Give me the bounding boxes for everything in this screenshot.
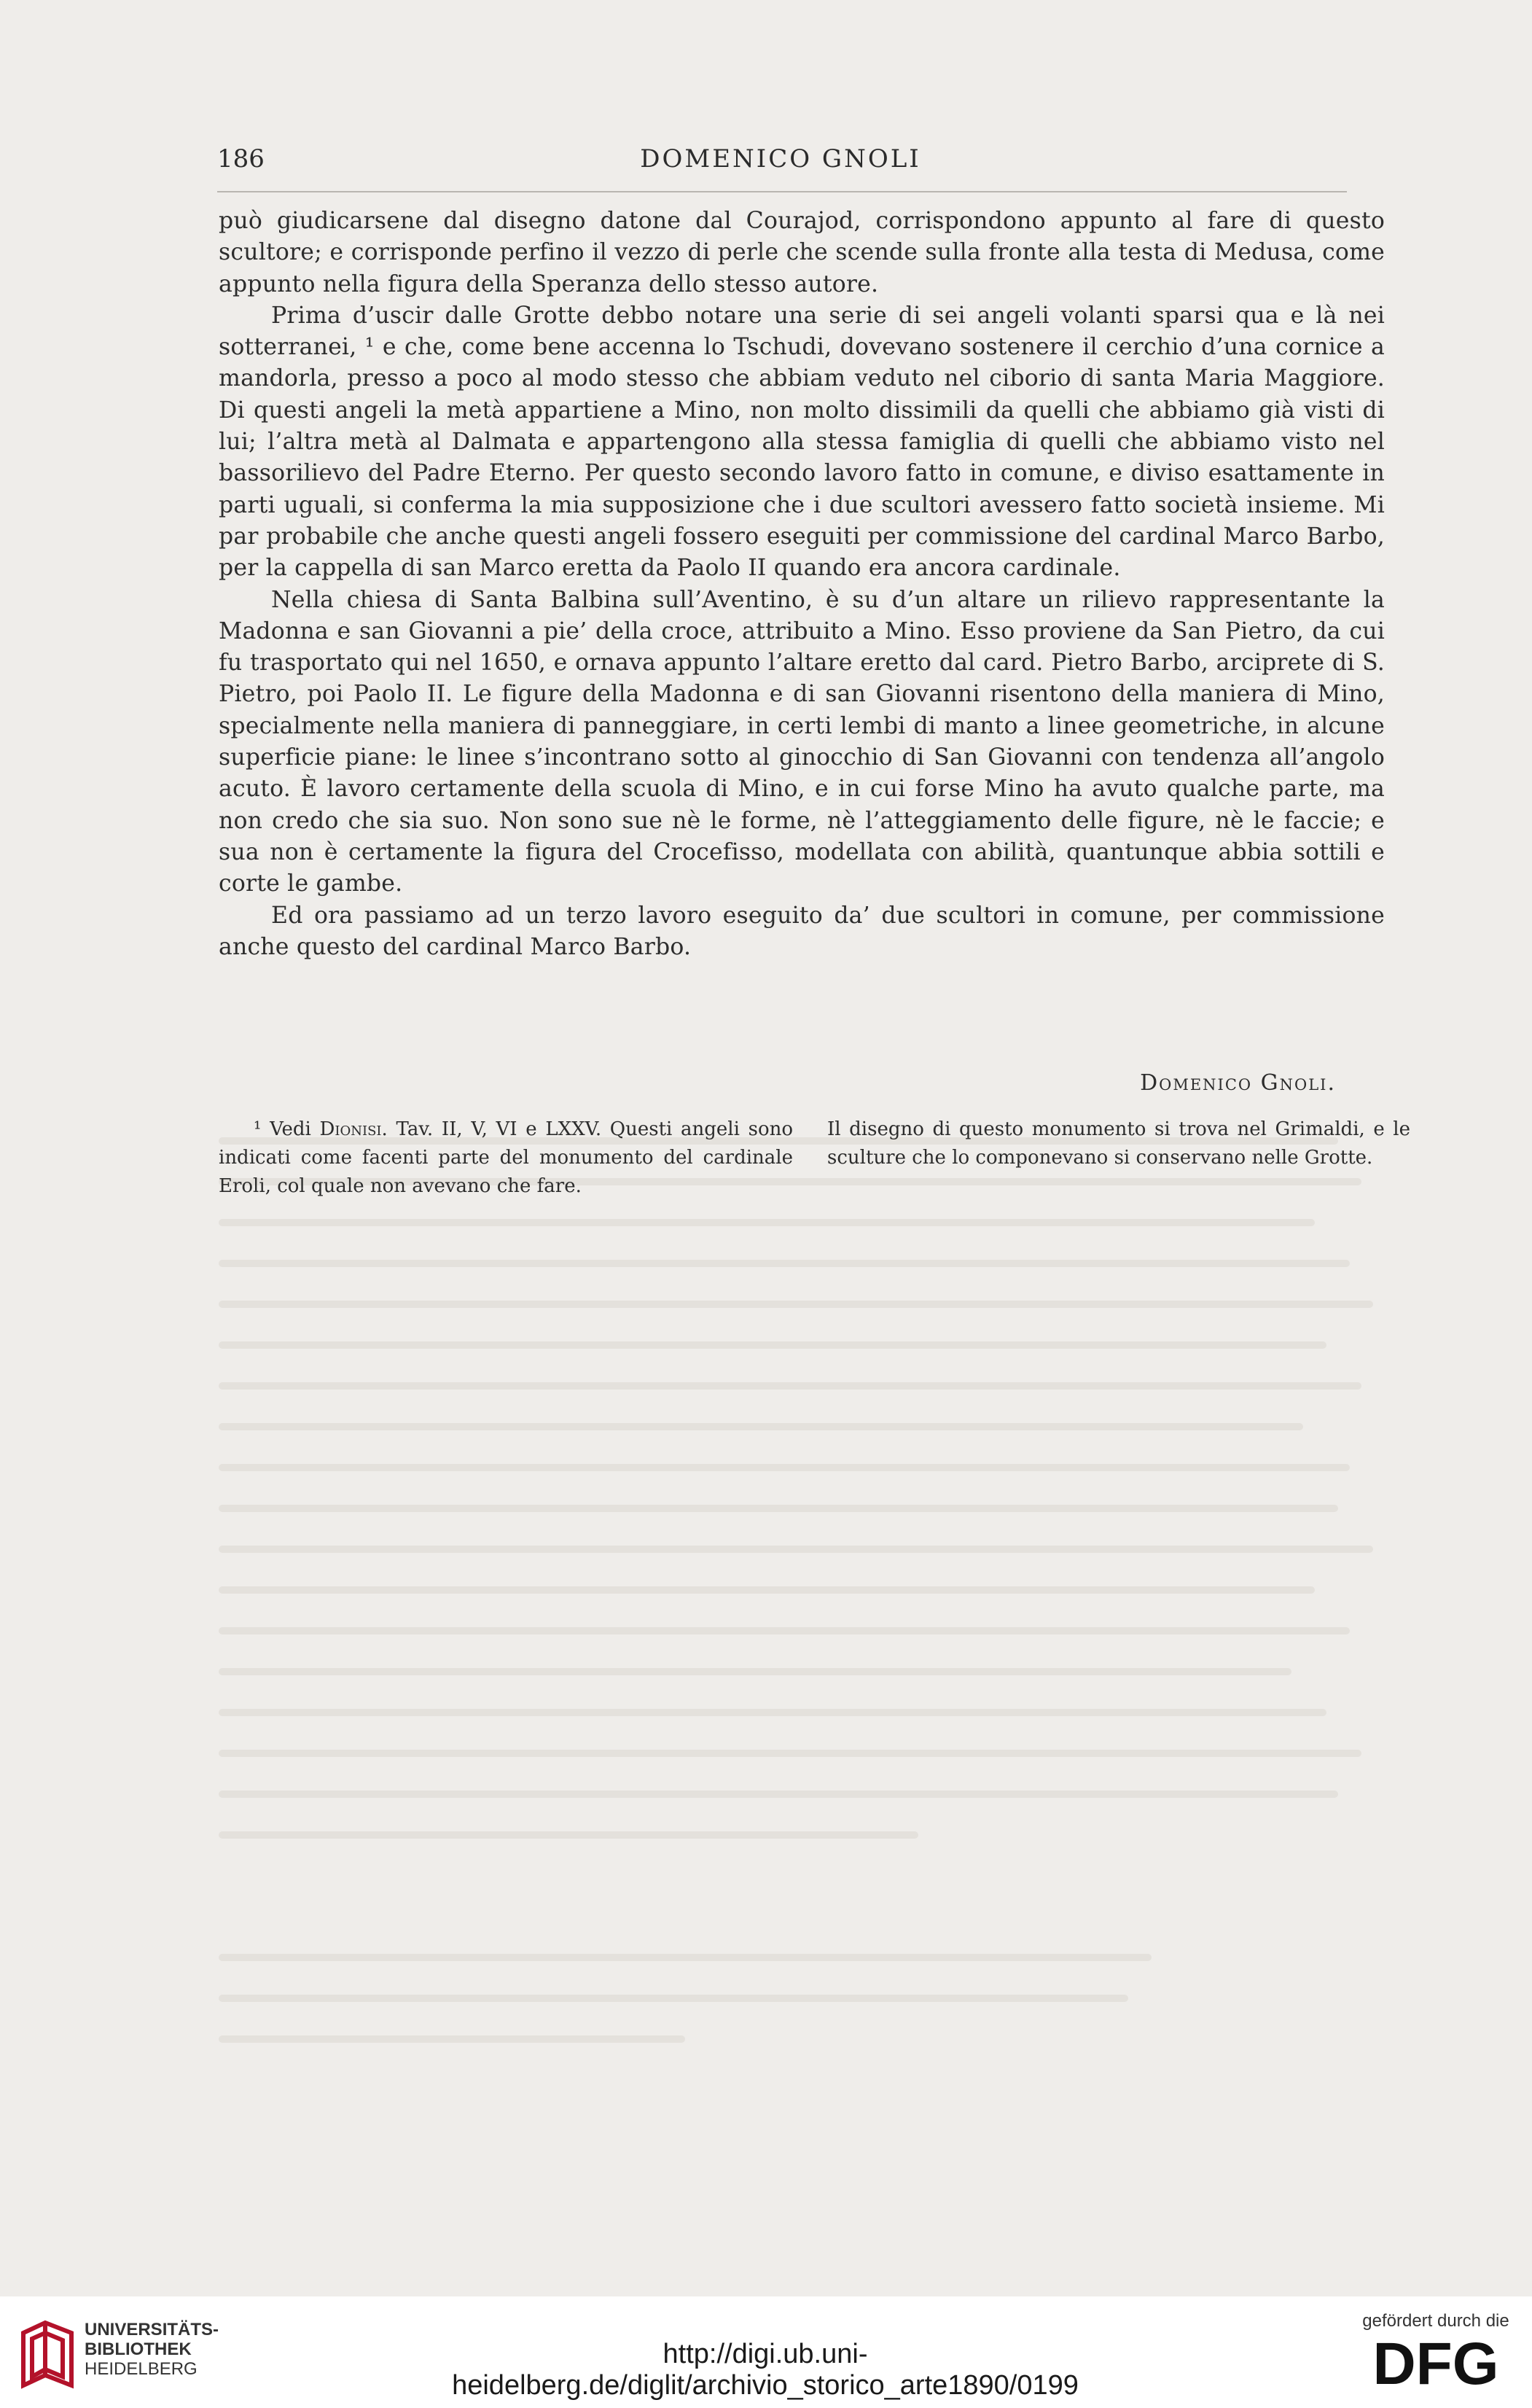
author-signature: Domenico Gnoli. [1140, 1070, 1336, 1096]
running-header [217, 144, 1344, 181]
digitization-footer [0, 2296, 1532, 2408]
library-name: UNIVERSITÄTS- BIBLIOTHEK HEIDELBERG [85, 2320, 219, 2379]
bleed-through [219, 1137, 1385, 2076]
header-rule [217, 191, 1347, 192]
sponsor-block [1352, 2311, 1520, 2393]
dfg-logo-icon [1352, 2334, 1520, 2393]
library-logo-icon [16, 2318, 79, 2391]
paragraph: può giudicarsene dal disegno datone dal Courajod, corrispondono appunto al fare di questo scultore; e corrisponde perfino il vezzo di perle che scende sulla fronte alla testa di Medusa, come appunto nella figura della Speranza dello stesso autore. [219, 208, 1385, 297]
paragraph: Ed ora passiamo ad un terzo lavoro eseguito da’ due scultori in comune, per commissione anche questo del cardinal Marco Barbo. [219, 902, 1385, 960]
footnote-text: Tav. II, V, VI e LXXV. Questi angeli sono indicati come facenti parte del monumento del cardinale Eroli, col quale non avevano che fare. [219, 1118, 793, 1197]
footnote-marker: ¹ Vedi [254, 1118, 311, 1140]
footnote-author: Dionisi. [319, 1118, 388, 1140]
paragraph: Nella chiesa di Santa Balbina sull’Aventino, è su d’un altare un rilievo rappresentante la Madonna e san Giovanni a pie’ della croce, attribuito a Mino. Esso proviene da San Pietro, da cui fu trasportato qui nel 1650, e ornava appunto l’altare eretto dal card. Pietro Barbo, arciprete di S. Pietro, poi Paolo II. Le figure della Madonna e di san Giovanni risentono della maniera di Mino, specialmente nella maniera di panneggiare, in certi lembi di manto a linee geometriche, in alcune superficie piane: le linee s’incontrano sotto al ginocchio di San Giovanni con tendenza all’angolo acuto. È lavoro certamente della scuola di Mino, e in cui forse Mino ha avuto qualche parte, ma non credo che sia suo. Non sono sue nè le forme, nè l’atteggiamento delle figure, nè le faccie; e sua non è certamente la figura del Crocefisso, modellata con abilità, quantunque abbia sottili e corte le gambe. [219, 586, 1385, 897]
running-title: DOMENICO GNOLI [640, 144, 921, 174]
paragraph: Prima d’uscir dalle Grotte debbo notare una serie di sei angeli volanti sparsi qua e là nei sotterranei, ¹ e che, come bene accenna lo Tschudi, dovevano sostenere il cerchio d’una cornice a mandorla, presso a poco al modo stesso che abbiam veduto nel ciborio di santa Maria Maggiore. Di questi angeli la metà appartiene a Mino, non molto dissimili da quelli che abbiamo già visti di lui; l’altra metà al Dalmata e appartengono alla stessa famiglia di quelli che abbiamo visto nel bassorilievo del Padre Eterno. Per questo secondo lavoro fatto in comune, e diviso esattamente in parti uguali, si conferma la mia supposizione che i due scultori avessero fatto società insieme. Mi par probabile che anche questi angeli fossero eseguiti per commissione del cardinal Marco Barbo, per la cappella di san Marco eretta da Paolo II quando era ancora cardinale. [219, 302, 1385, 582]
footnote-text: Il disegno di questo monumento si trova nel Grimaldi, e le sculture che lo componevano si conservano nelle Grotte. [827, 1118, 1410, 1169]
footnote-right [827, 1115, 1410, 1172]
sponsor-label: gefördert durch die [1362, 2311, 1509, 2331]
page-number: 186 [217, 144, 265, 174]
body-text [219, 206, 1385, 963]
source-url-link[interactable]: http://digi.ub.uni-heidelberg.de/diglit/archivio_storico_arte1890/0199 [452, 2339, 1079, 2401]
svg-text:DFG: DFG [1372, 2334, 1499, 2393]
footnote-left [219, 1115, 793, 1201]
